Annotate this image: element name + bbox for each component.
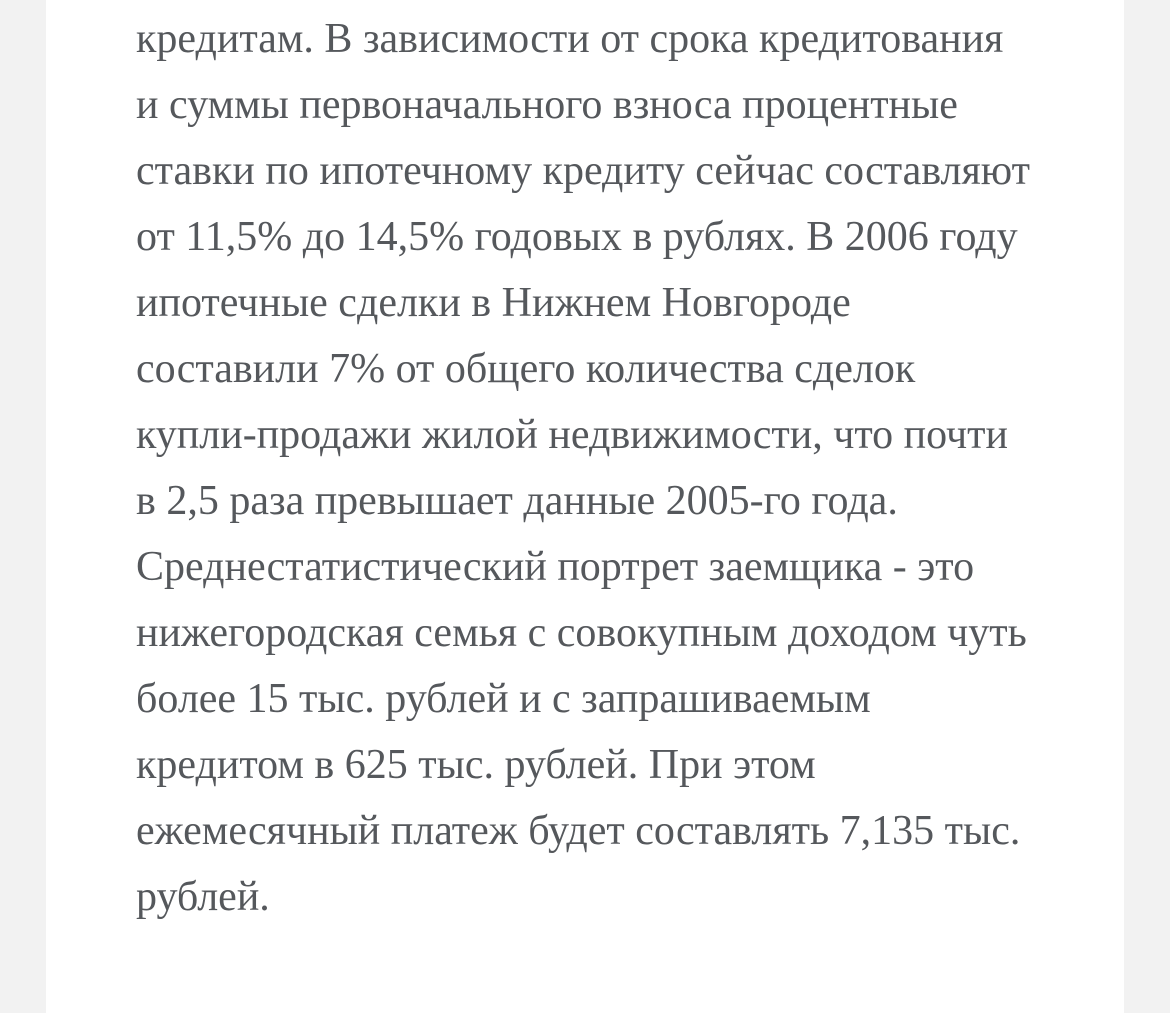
article-text-container xyxy=(136,6,1036,930)
article-sheet xyxy=(46,0,1124,1013)
article-paragraph: кредитам. В зависимости от срока кредитования и суммы первоначального взноса процентные ставки по ипотечному кредиту сейчас составляют от 11,5% до 14,5% годовых в рублях. В 2006 году ипотечные сделки в Нижнем Новгороде составили 7% от общего количества сделок купли-продажи жилой недвижимости, что почти в 2,5 раза превышает данные 2005-го года. Среднестатистический портрет заемщика - это нижегородская семья с совокупным доходом чуть более 15 тыс. рублей и с запрашиваемым кредитом в 625 тыс. рублей. При этом ежемесячный платеж будет составлять 7,135 тыс. рублей. xyxy=(136,16,1030,920)
